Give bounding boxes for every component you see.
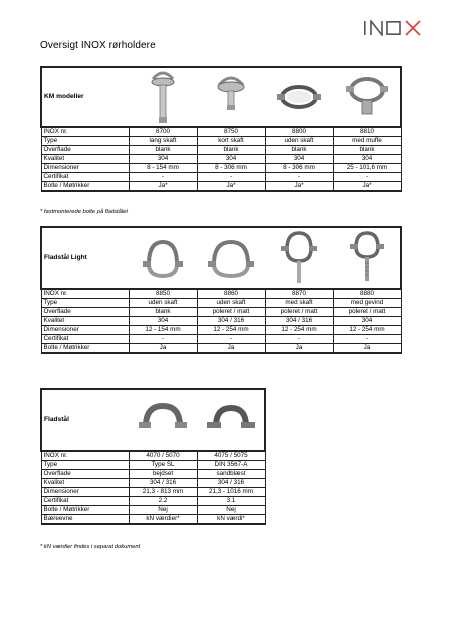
product-image-4070 — [129, 389, 197, 451]
table-cell: 21,3 - 813 mm — [129, 488, 197, 497]
product-image-8700 — [129, 67, 197, 127]
table-cell: 8850 — [129, 289, 197, 299]
table-cell: - — [129, 335, 197, 344]
table-cell: uden skaft — [265, 137, 333, 146]
product-image-8860 — [197, 227, 265, 289]
inox-logo — [363, 20, 423, 36]
table-cell: 12 - 254 mm — [197, 326, 265, 335]
table-cell: 8880 — [333, 289, 401, 299]
row-label: Kvalitet — [41, 155, 129, 164]
table-cell: blank — [333, 146, 401, 155]
table-cell: 8810 — [333, 127, 401, 137]
row-label: Bolte / Møtrikker — [41, 344, 129, 354]
footnote-kn-values: * kN værdier findes i separat dokument — [40, 544, 141, 550]
row-label: Bolte / Møtrikker — [41, 182, 129, 192]
table-cell: Ja — [333, 344, 401, 354]
product-image-8880 — [333, 227, 401, 289]
row-label: INOX nr. — [41, 451, 129, 461]
row-label: Dimensioner — [41, 488, 129, 497]
table-cell: - — [265, 335, 333, 344]
table-cell: 304 / 316 — [197, 479, 265, 488]
product-image-8870 — [265, 227, 333, 289]
product-image-8800 — [265, 67, 333, 127]
table-cell: Nej — [197, 506, 265, 515]
table-cell: poleret / matt — [265, 308, 333, 317]
table-cell: 25 - 101,6 mm — [333, 164, 401, 173]
table-cell: 8860 — [197, 289, 265, 299]
row-label: Type — [41, 299, 129, 308]
row-label: Bolte / Møtrikker — [41, 506, 129, 515]
row-label: Certifikat — [41, 497, 129, 506]
table-cell: poleret / matt — [333, 308, 401, 317]
table-cell: blank — [265, 146, 333, 155]
row-label: Overflade — [41, 146, 129, 155]
row-label: INOX nr. — [41, 289, 129, 299]
table-cell: 4075 / 5075 — [197, 451, 265, 461]
table-cell: med skaft — [265, 299, 333, 308]
table-cell: 304 — [129, 155, 197, 164]
table-cell: - — [265, 173, 333, 182]
product-image-8810 — [333, 67, 401, 127]
row-label: Kvalitet — [41, 479, 129, 488]
table-cell: 8 - 306 mm — [197, 164, 265, 173]
table-cell: uden skaft — [197, 299, 265, 308]
table-cell: Ja — [129, 344, 197, 354]
table-cell: 8870 — [265, 289, 333, 299]
table-cell: 3.1 — [197, 497, 265, 506]
table-cell: kN værdi* — [197, 515, 265, 525]
table-cell: 8800 — [265, 127, 333, 137]
table-cell: DIN 3567-A — [197, 461, 265, 470]
table-cell: med gevind — [333, 299, 401, 308]
table-cell: sandblæst — [197, 470, 265, 479]
table-cell: 304 — [197, 155, 265, 164]
table-cell: - — [197, 335, 265, 344]
table-cell: blank — [197, 146, 265, 155]
row-label: Bæreevne — [41, 515, 129, 525]
table-cell: - — [197, 173, 265, 182]
table-cell: bejdset — [129, 470, 197, 479]
table-cell: kN værdier* — [129, 515, 197, 525]
section-label: Fladstål Light — [41, 227, 129, 289]
table-cell: Type SL — [129, 461, 197, 470]
table-cell: poleret / matt — [197, 308, 265, 317]
table-cell: 304 / 316 — [197, 317, 265, 326]
table-cell: lang skaft — [129, 137, 197, 146]
table-cell: 304 / 316 — [129, 479, 197, 488]
table-cell: 304 — [129, 317, 197, 326]
table-cell: 12 - 154 mm — [129, 326, 197, 335]
table-cell: Ja* — [333, 182, 401, 192]
table-cell: blank — [129, 308, 197, 317]
table-cell: - — [333, 335, 401, 344]
table-cell: Ja — [197, 344, 265, 354]
row-label: Overflade — [41, 470, 129, 479]
table-cell: 304 — [333, 155, 401, 164]
row-label: Dimensioner — [41, 164, 129, 173]
table-cell: Ja* — [197, 182, 265, 192]
table-cell: 21,3 - 1016 mm — [197, 488, 265, 497]
km-models-table — [40, 66, 402, 192]
section-label: KM modeller — [41, 67, 129, 127]
table-cell: - — [129, 173, 197, 182]
row-label: Kvalitet — [41, 317, 129, 326]
row-label: Type — [41, 137, 129, 146]
row-label: Dimensioner — [41, 326, 129, 335]
table-cell: kort skaft — [197, 137, 265, 146]
row-label: Type — [41, 461, 129, 470]
product-image-8850 — [129, 227, 197, 289]
table-cell: blank — [129, 146, 197, 155]
table-cell: - — [333, 173, 401, 182]
table-cell: 2.2 — [129, 497, 197, 506]
table-cell: 4070 / 5070 — [129, 451, 197, 461]
section-label: Fladstål — [41, 389, 129, 451]
footnote-bolts: * fastmonterede bolte på fladstålet — [40, 209, 128, 215]
table-cell: Nej — [129, 506, 197, 515]
table-cell: med muffe — [333, 137, 401, 146]
table-cell: Ja* — [265, 182, 333, 192]
table-cell: 8750 — [197, 127, 265, 137]
table-cell: 12 - 254 mm — [265, 326, 333, 335]
table-cell: Ja — [265, 344, 333, 354]
table-cell: 12 - 254 mm — [333, 326, 401, 335]
table-cell: 8 - 306 mm — [265, 164, 333, 173]
row-label: Overflade — [41, 308, 129, 317]
page-title: Oversigt INOX rørholdere — [40, 40, 156, 51]
table-cell: 304 — [265, 155, 333, 164]
row-label: INOX nr. — [41, 127, 129, 137]
table-cell: 8 - 154 mm — [129, 164, 197, 173]
flat-steel-light-table — [40, 226, 402, 354]
product-image-8750 — [197, 67, 265, 127]
row-label: Certifikat — [41, 335, 129, 344]
table-cell: 304 / 316 — [265, 317, 333, 326]
product-image-4075 — [197, 389, 265, 451]
table-cell: 8700 — [129, 127, 197, 137]
table-cell: 304 — [333, 317, 401, 326]
table-cell: Ja* — [129, 182, 197, 192]
row-label: Certifikat — [41, 173, 129, 182]
flat-steel-table — [40, 388, 266, 525]
table-cell: uden skaft — [129, 299, 197, 308]
